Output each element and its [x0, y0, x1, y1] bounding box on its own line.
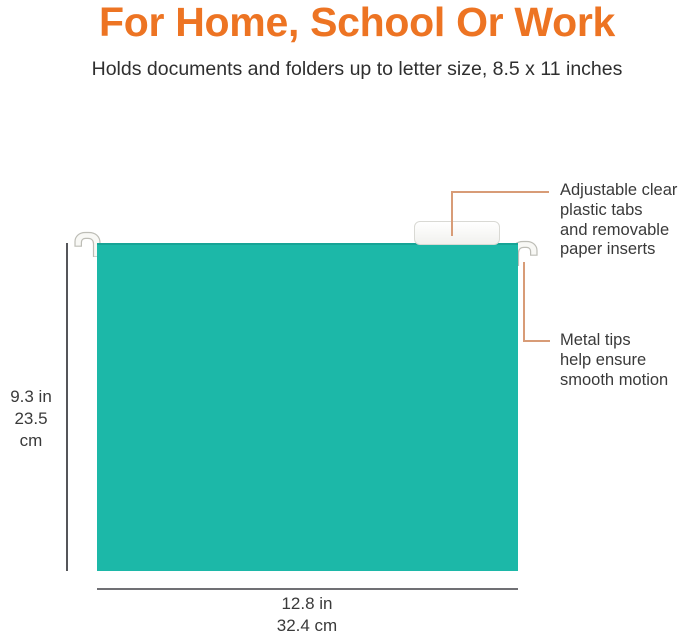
height-dimension-label [1, 386, 61, 452]
plastic-tab-graphic [414, 221, 500, 245]
height-dimension-line [66, 243, 68, 571]
annotation-line: help ensure [560, 350, 647, 369]
annotation-line: smooth motion [560, 370, 669, 389]
height-centimeters: 23.5 cm [14, 409, 48, 450]
tab-callout-line-vertical [451, 192, 453, 236]
annotation-line: Metal tips [560, 331, 631, 349]
metal-callout-line-vertical [523, 262, 525, 342]
metal-callout-line-horizontal [523, 340, 550, 342]
page-subtitle: Holds documents and folders up to letter size, 8.5 x 11 inches [91, 58, 623, 80]
annotation-line: paper inserts [560, 240, 656, 259]
tab-callout-line-horizontal [451, 191, 549, 193]
width-inches: 12.8 in [281, 594, 333, 613]
hanging-folder-graphic [97, 243, 518, 571]
annotation-line: and removable [560, 220, 670, 239]
page-title: For Home, School Or Work [99, 0, 615, 45]
annotation-metal-tips [560, 331, 678, 390]
annotation-line: Adjustable clear [560, 181, 678, 199]
width-centimeters: 32.4 cm [276, 616, 338, 634]
annotation-line: plastic tabs [560, 200, 643, 219]
height-inches: 9.3 in [10, 387, 52, 406]
annotation-plastic-tabs [560, 181, 678, 260]
width-dimension-label [187, 593, 427, 634]
width-dimension-line [97, 588, 518, 590]
